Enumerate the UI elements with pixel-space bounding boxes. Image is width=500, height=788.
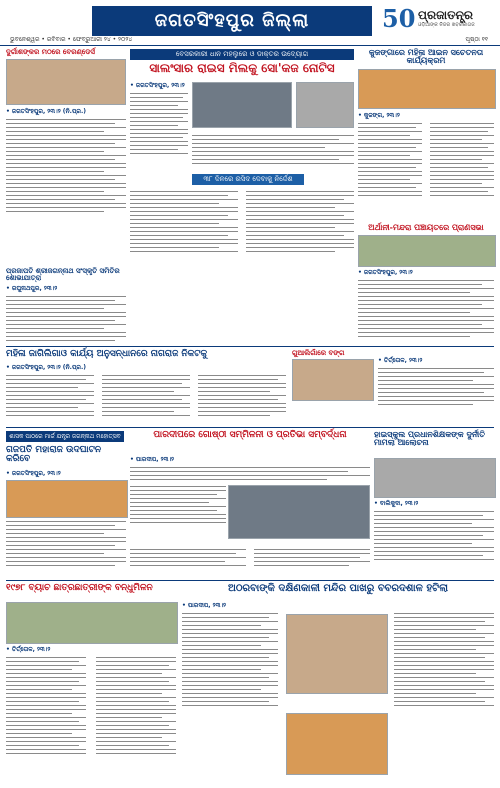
newspaper-tagline: ଓଡ଼ିଆଙ୍କ ନିଜର ଖବରକାଗଜ — [418, 22, 475, 28]
story-top-right — [358, 49, 494, 221]
page-number: ପୃଷ୍ଠା ୧୧ — [465, 36, 488, 43]
bottom-right-headline: ଅଠରବାଙ୍କି ଦକ୍ଷିଣକାଳୀ ମନ୍ଦିର ପାଖରୁ ବବରଦଶାଳ ହଟିଲା — [227, 583, 448, 594]
main-story-text — [192, 132, 354, 167]
story-center-banner — [6, 364, 286, 424]
story-byline: • ଜଗତସିଂହପୁର, ୨୩।୨ — [130, 82, 185, 89]
story-photo — [6, 480, 128, 518]
story-right-mid — [358, 224, 494, 344]
page-title: ଜଗତସିଂହପୁର ଜିଲ୍ଲା — [92, 6, 372, 36]
story-left-mid — [6, 268, 126, 344]
left-low-headline: ଗଜପତି ମହାରାଜ ଉଦଘାଟନ କରିବେ — [6, 445, 102, 465]
story-bottom-left — [6, 602, 176, 782]
story-byline: • ଜଗତସିଂହପୁର, ୨୩।୨ (ନି.ପ୍ର.) — [6, 364, 87, 371]
story-side-small — [292, 350, 494, 424]
story-headline: ଗୁଆଲିଗାଁରେ ବଙ୍ଗ — [292, 349, 345, 357]
story-photo-1 — [286, 614, 388, 694]
story-headline: କୁଜଙ୍ଗାରେ ମହିଳା ଆଇନ ସଚେତନତା କାର୍ଯ୍ୟକ୍ରମ — [368, 48, 484, 66]
story-photo — [358, 69, 496, 109]
story-byline: • ରଘୁନାଥପୁର, ୨୩।୨ — [6, 284, 58, 292]
story-photo — [6, 602, 178, 644]
main-headline: ସାଲଂସାର ରାଇସ ମିଲକୁ ସୋ'କଜ ନୋଟିସ — [149, 61, 335, 75]
section-divider-2 — [6, 427, 494, 428]
section-divider-3 — [6, 580, 494, 581]
story-byline: • ପାରଦୀପ, ୨୩।୨ — [182, 602, 227, 609]
center-banner-headline: ମହିଳା ଜାଗିଲିଗାଓ କାର୍ଯ୍ୟ ଅନୁସନ୍ଧାନରେ ନାଗରାଜ ନିକଟକୁ — [6, 349, 208, 359]
event-headline: ପାରଦୀପରେ ଗୋଷ୍ଠୀ ସମ୍ମିଳନୀ ଓ ପ୍ରତିଭା ସମ୍ବର୍ଦ୍ଧନା — [153, 430, 347, 440]
story-headline: ଅର୍ଥାନୀ-ମନ୍ଦରା ପଞ୍ଚାୟତରେ ପ୍ରାଣସଭା — [368, 223, 484, 232]
story-byline: • ଜଗତସିଂହପୁର, ୨୩।୨ — [6, 470, 61, 477]
story-event — [130, 456, 370, 542]
dateline — [0, 34, 500, 46]
story-body — [6, 116, 126, 256]
story-byline: • ଜଗତସିଂହପୁର, ୨୩।୨ — [358, 269, 413, 277]
story-bottom-right — [182, 602, 494, 782]
story-photo — [374, 458, 496, 498]
main-photo-2 — [296, 82, 354, 128]
right-low-headline: ହାଇସ୍କୁଲ ପ୍ରଧାନଶିକ୍ଷକଙ୍କ ଦୁର୍ନୀତି ମାମଲା ଆଲୋଚନା — [374, 430, 485, 448]
story-byline: • ବାଲିକୁଦା, ୨୩।୨ — [374, 500, 419, 507]
story-byline: • ଜଗତସିଂହପୁର, ୨୩।୨ (ନି.ପ୍ର.) — [6, 108, 87, 116]
story-top-left — [6, 49, 126, 264]
story-left-low — [6, 470, 126, 576]
newspaper-logo: ପ୍ରଜାତନ୍ତ୍ର — [418, 8, 474, 22]
story-photo — [6, 59, 126, 105]
event-continued — [130, 546, 370, 576]
story-byline: • ପାରଦୀପ, ୨୩।୨ — [130, 456, 175, 463]
main-photo-1 — [192, 82, 292, 128]
story-photo — [228, 485, 370, 539]
story-right-low — [374, 458, 494, 576]
section-divider — [6, 346, 494, 347]
story-byline: • ତିର୍ତ୍ତୋଳ, ୨୩।୨ — [6, 646, 51, 653]
story-photo — [358, 235, 496, 267]
story-byline: • ତିର୍ତ୍ତୋଳ, ୨୩।୨ — [378, 357, 423, 365]
story-headline: ଦୁର୍ଗାଶଙ୍କର ମଠରେ ବେରଣ୍ଡେର୍ସ — [6, 48, 95, 56]
date-text: ଭୁବନେଶ୍ୱର • ରବିବାର • ଫେବ୍ରୁଆରୀ ୨୪ • ୨୦୨୪ — [10, 36, 133, 43]
story-body — [358, 120, 494, 226]
story-byline: • କୁଜଙ୍ଗ, ୨୩।୨ — [358, 111, 400, 119]
anniversary-logo: 50 — [382, 4, 416, 33]
bottom-left-headline: ୧୯୭୮ ବ୍ୟାଚ ଛାତ୍ରଛାତ୍ରୀଙ୍କ ବନ୍ଧୁମିଳନ — [6, 583, 153, 593]
main-story-area — [130, 82, 354, 172]
main-story-column — [130, 82, 188, 157]
story-photo — [292, 359, 374, 401]
left-band: ଶାସକ ପାଠରେ ମାର୍ଜ ଯନ୍ତ୍ର ଜଗନ୍ନାଥ ମହୋତ୍ସବ — [6, 431, 124, 442]
story-kicker: ବେସରକାରୀ ଧାନ ମହଲୁରେ ଓ ଡାକ୍ତର ଉଦ୍ୟୋଗ — [130, 49, 354, 60]
sub-band: ୩୮ ଦିନରେ ରସିଦ ଦେବାକୁ ନିର୍ଦ୍ଦେଶ — [192, 174, 304, 185]
main-story-continued — [130, 188, 354, 264]
story-headline: ପ୍ରଜାପତି ଶ୍ରୀଜଗନ୍ନାଥ ସଂସ୍କୃତି ସମିତିର ଶୋଭାଯାତ୍ରା — [6, 267, 120, 283]
story-photo-2 — [286, 713, 388, 775]
